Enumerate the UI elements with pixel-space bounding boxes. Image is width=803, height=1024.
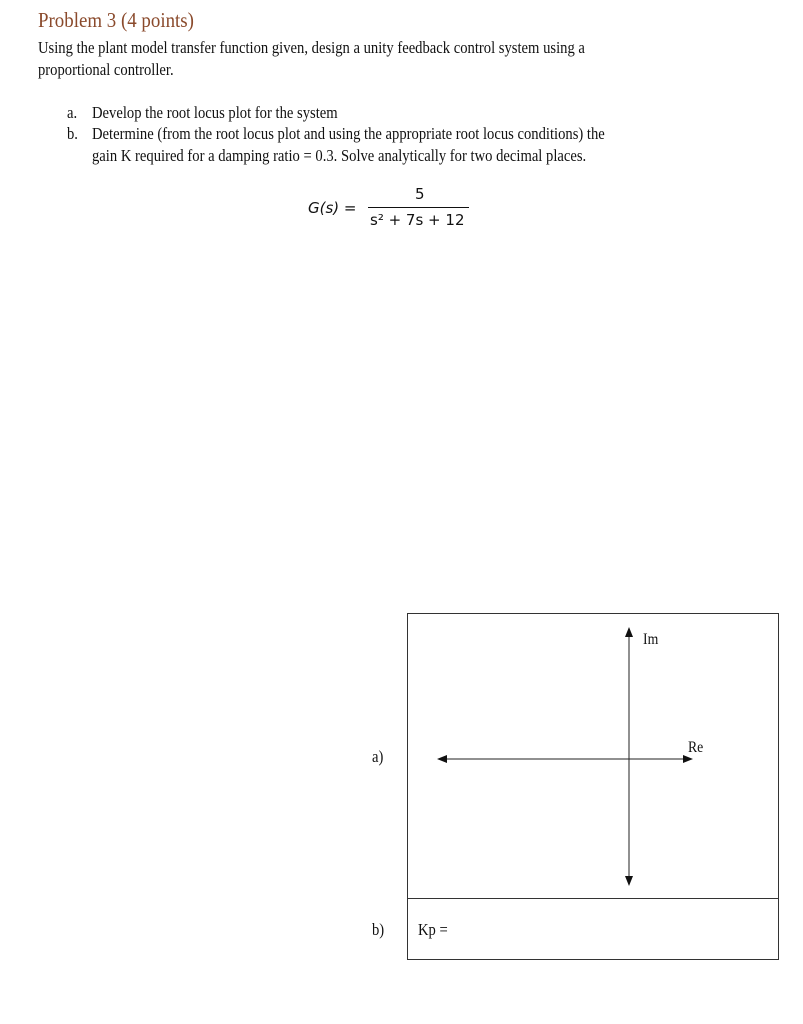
item-b-text-1: Determine (from the root locus plot and using the appropriate root locus conditions) the: [92, 124, 605, 143]
tf-numerator: 5: [415, 185, 425, 203]
item-a-text: Develop the root locus plot for the system: [92, 103, 338, 122]
item-b-text-2: gain K required for a damping ratio = 0.3. Solve analytically for two decimal places.: [92, 146, 587, 165]
item-b-marker: b.: [67, 124, 78, 143]
intro-line-2: proportional controller.: [38, 60, 174, 79]
item-a-marker: a.: [67, 103, 78, 122]
arrow-up-icon: [625, 627, 633, 637]
tf-denominator: s² + 7s + 12: [370, 211, 465, 229]
arrow-left-icon: [437, 755, 447, 763]
part-b-label: b): [372, 920, 385, 939]
part-a-label: a): [372, 747, 384, 766]
intro-line-1: Using the plant model transfer function given, design a unity feedback control system using a: [38, 38, 585, 57]
im-axis-label: Im: [643, 631, 659, 648]
tf-lhs: G(s) =: [308, 199, 357, 217]
arrow-down-icon: [625, 876, 633, 886]
problem-title: Problem 3 (4 points): [38, 8, 194, 32]
re-axis-label: Re: [688, 739, 704, 756]
kp-answer-field[interactable]: Kp =: [418, 920, 448, 939]
